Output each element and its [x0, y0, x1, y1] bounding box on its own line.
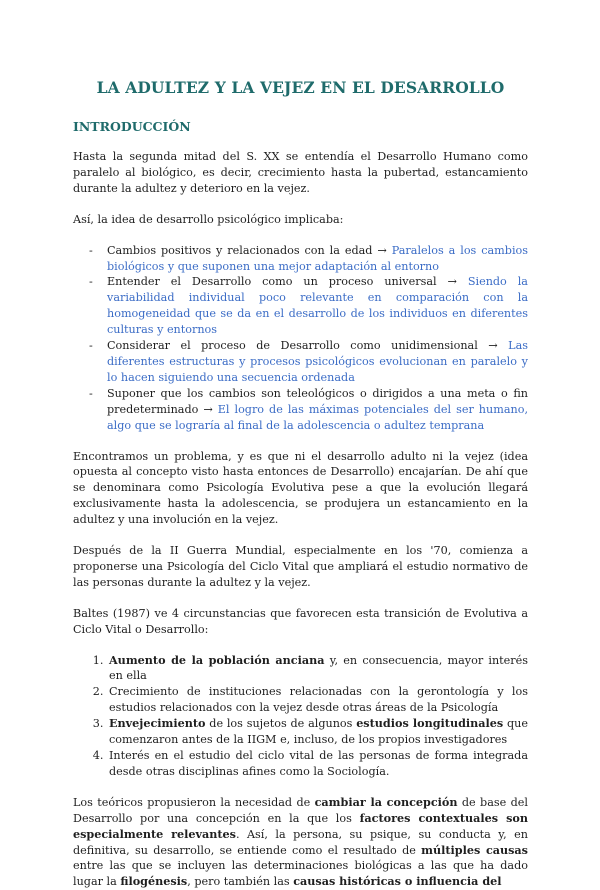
- list-item: 1. Aumento de la población anciana y, en consecuencia, mayor interés en ella: [107, 653, 528, 685]
- list-item: 3. Envejecimiento de los sujetos de algunos estudios longitudinales que comenzaron antes de la IIGM e, incluso, de los propios investigadores: [107, 716, 528, 748]
- explanation-text: Siendo la variabilidad individual poco relevante en comparación con la homogeneidad que se da en el desarrollo de los individuos en diferentes culturas y entornos: [107, 275, 528, 337]
- circumstances-list: [73, 653, 528, 780]
- theorists-paragraph: Los teóricos propusieron la necesidad de cambiar la concepción de base del Desarrollo por una concepción en la que los factores contextuales son especialmente relevantes. Así, la persona, su psique, su conducta y, en definitiva, su desarrollo, se entiende como el resultado de múltiples causas entre las que se incluyen las determinaciones biológicas a las que ha dado lugar la filogénesis, pero también las causas históricas o influencia del: [73, 794, 529, 889]
- list-item: - Considerar el proceso de Desarrollo como unidimensional → Las diferentes estructuras y procesos psicológicos evolucionan en paralelo y lo hacen siguiendo una secuencia ordenada: [107, 338, 528, 386]
- implication-lead: Así, la idea de desarrollo psicológico implicaba:: [73, 212, 344, 226]
- implications-list: [73, 243, 528, 434]
- section-heading: INTRODUCCIÓN: [73, 119, 191, 134]
- list-item: 4. Interés en el estudio del ciclo vital de las personas de forma integrada desde otras disciplinas afines como la Sociología.: [107, 748, 528, 780]
- explanation-text: Paralelos a los cambios biológicos y que suponen una mejor adaptación al entorno: [107, 243, 528, 273]
- explanation-text: Las diferentes estructuras y procesos psicológicos evolucionan en paralelo y lo hacen siguiendo una secuencia ordenada: [107, 339, 528, 384]
- postwar-paragraph: Después de la II Guerra Mundial, especialmente en los '70, comienza a proponerse una Psicología del Ciclo Vital que ampliará el estudio normativo de las personas durante la adultez y la vejez.: [73, 544, 528, 589]
- list-item: 2. Crecimiento de instituciones relacionadas con la gerontología y los estudios relacionados con la vejez desde otras áreas de la Psicología: [107, 684, 528, 716]
- list-item: - Suponer que los cambios son teleológicos o dirigidos a una meta o fin predeterminado → El logro de las máximas potenciales del ser humano, algo que se lograría al final de la adolescencia o adultez temprana: [107, 386, 528, 434]
- document-title: LA ADULTEZ Y LA VEJEZ EN EL DESARROLLO: [96, 78, 505, 97]
- list-item: - Cambios positivos y relacionados con la edad → Paralelos a los cambios biológicos y que suponen una mejor adaptación al entorno: [107, 243, 528, 275]
- list-item: - Entender el Desarrollo como un proceso universal → Siendo la variabilidad individual poco relevante en comparación con la homogeneidad que se da en el desarrollo de los individuos en diferentes culturas y entornos: [107, 274, 528, 338]
- intro-paragraph: Hasta la segunda mitad del S. XX se entendía el Desarrollo Humano como paralelo al biológico, es decir, crecimiento hasta la pubertad, estancamiento durante la adultez y deterioro en la vejez.: [73, 150, 528, 195]
- problem-paragraph: Encontramos un problema, y es que ni el desarrollo adulto ni la vejez (idea opuesta al concepto visto hasta entonces de Desarrollo) encajarían. De ahí que se denominara como Psicología Evolutiva pese a que la evolución llegará exclusivamente hasta la adolescencia, se produjera un estancamiento en la adultez y una involución en la vejez.: [73, 449, 528, 527]
- baltes-paragraph: Baltes (1987) ve 4 circunstancias que favorecen esta transición de Evolutiva a Ciclo Vital o Desarrollo:: [73, 606, 528, 636]
- explanation-text: El logro de las máximas potenciales del ser humano, algo que se lograría al final de la adolescencia o adultez temprana: [107, 402, 528, 432]
